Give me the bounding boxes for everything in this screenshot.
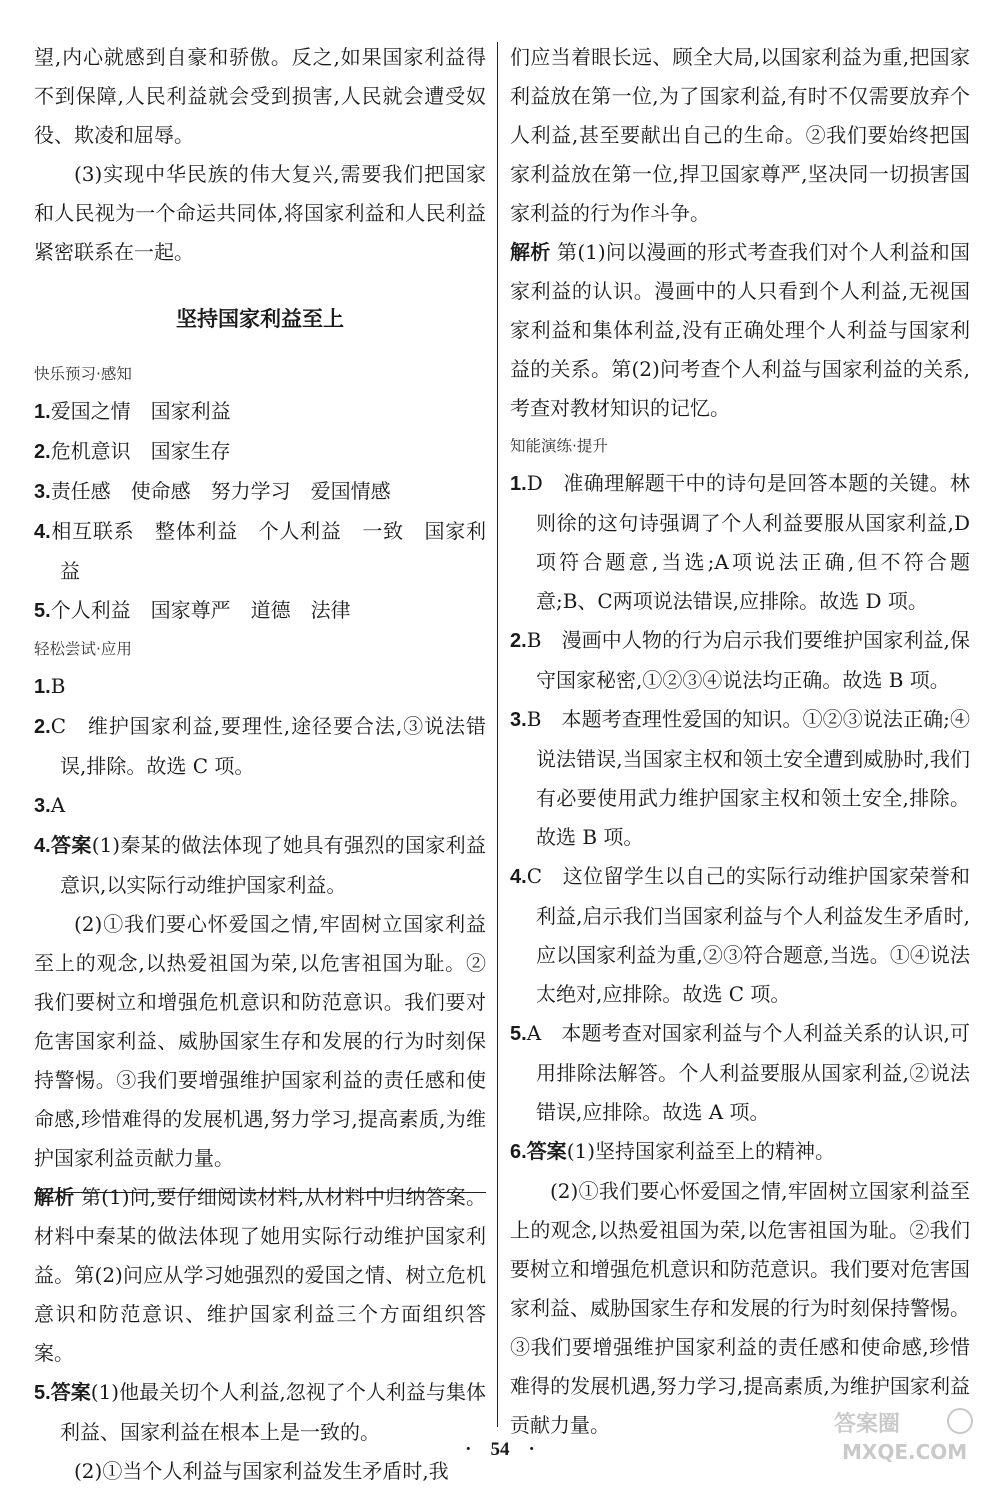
list-item: 1.D 准确理解题干中的诗句是回答本题的关键。林则徐的这句诗强调了个人利益要服从国家利益,D项符合题意,当选;A项说法正确,但不符合题意;B、C两项说法错误,应排除。故选 D 项。 bbox=[510, 471, 970, 613]
section-title: 坚持国家利益至上 bbox=[176, 307, 344, 331]
list-item: 4.C 这位留学生以自己的实际行动维护国家荣誉和利益,启示我们当国家利益与个人利益发生矛盾时,应以国家利益为重,②③符合题意,当选。①④说法太绝对,应排除。故选 C 项。 bbox=[510, 864, 970, 1006]
paragraph: (2)①当个人利益与国家利益发生矛盾时,我 bbox=[74, 1459, 449, 1483]
list-item: 4.答案(1)秦某的做法体现了她具有强烈的国家利益意识,以实际行动维护国家利益。 bbox=[34, 833, 486, 897]
analysis: 解析 第(1)问,要仔细阅读材料,从材料中归纳答案。材料中秦某的做法体现了她用实际行动维护国家利益。第(2)问应从学习她强烈的爱国之情、树立危机意识和防范意识、维护国家利益三个方面组织答案。 bbox=[34, 1185, 487, 1365]
column-divider bbox=[497, 42, 498, 1427]
page-number: · 54 · bbox=[465, 1439, 535, 1460]
analysis-label: 解析 bbox=[34, 1185, 75, 1209]
list-item: 3.B 本题考查理性爱国的知识。①②③说法正确;④说法错误,当国家主权和领土安全遭到威胁时,我们有必要使用武力维护国家主权和领土安全,排除。故选 B 项。 bbox=[510, 707, 970, 849]
analysis: 解析 第(1)问以漫画的形式考查我们对个人利益和国家利益的认识。漫画中的人只看到个人利益,无视国家利益和集体利益,没有正确处理个人利益与国家利益的关系。第(2)问考查个人利益与国家利益的关系,考查对教材知识的记忆。 bbox=[510, 240, 970, 420]
svg-text:答案圈: 答案圈 bbox=[834, 1412, 901, 1437]
section-heading: 快乐预习·感知 bbox=[34, 365, 132, 383]
answer-label: 答案 bbox=[50, 833, 92, 857]
list-item: 2.B 漫画中人物的行为启示我们要维护国家利益,保守国家秘密,①②③④说法均正确。故选 B 项。 bbox=[510, 628, 970, 692]
list-item: 3.责任感 使命感 努力学习 爱国情感 bbox=[34, 479, 391, 503]
paragraph: (2)①我们要心怀爱国之情,牢固树立国家利益至上的观念,以热爱祖国为荣,以危害祖国为耻。②我们要树立和增强危机意识和防范意识。我们要对危害国家利益、威胁国家生存和发展的行为时刻保持警惕。③我们要增强维护国家利益的责任感和使命感,珍惜难得的发展机遇,努力学习,提高素质,为维护国家利益贡献力量。 bbox=[34, 912, 486, 1170]
svg-text:MXQE.COM: MXQE.COM bbox=[842, 1440, 968, 1464]
section-heading: 轻松尝试·应用 bbox=[34, 640, 132, 658]
list-item: 2.危机意识 国家生存 bbox=[34, 439, 231, 463]
list-item: 4.相互联系 整体利益 个人利益 一致 国家利益 bbox=[34, 519, 486, 583]
analysis-label: 解析 bbox=[510, 240, 551, 264]
list-item: 5.个人利益 国家尊严 道德 法律 bbox=[34, 598, 351, 622]
list-item: 5.答案(1)他最关切个人利益,忽视了个人利益与集体利益、国家利益在根本上是一致的。 bbox=[34, 1380, 487, 1444]
paragraph: (3)实现中华民族的伟大复兴,需要我们把国家和人民视为一个命运共同体,将国家利益和人民利益紧密联系在一起。 bbox=[34, 162, 486, 264]
left-column bbox=[34, 38, 486, 1491]
answer-label: 答案 bbox=[50, 1380, 91, 1404]
paragraph: 们应当着眼长远、顾全大局,以国家利益为重,把国家利益放在第一位,为了国家利益,有时不仅需要放弃个人利益,甚至要献出自己的生命。②我们要始终把国家利益放在第一位,捍卫国家尊严,坚决同一切损害国家利益的行为作斗争。 bbox=[510, 45, 970, 225]
paragraph: (2)①我们要心怀爱国之情,牢固树立国家利益至上的观念,以热爱祖国为荣,以危害祖国为耻。②我们要树立和增强危机意识和防范意识。我们要对危害国家利益、威胁国家生存和发展的行为时刻保持警惕。③我们要增强维护国家利益的责任感和使命感,珍惜难得的发展机遇,努力学习,提高素质,为维护国家利益贡献力量。 bbox=[510, 1179, 970, 1437]
answer-label: 答案 bbox=[526, 1139, 567, 1163]
watermark-logo bbox=[832, 1405, 982, 1465]
list-item: 5.A 本题考查对国家利益与个人利益关系的认识,可用排除法解答。个人利益要服从国家利益,②说法错误,应排除。故选 A 项。 bbox=[510, 1021, 970, 1124]
list-item: 6.答案(1)坚持国家利益至上的精神。 bbox=[510, 1139, 836, 1163]
right-column bbox=[510, 38, 970, 1445]
list-item: 1.爱国之情 国家利益 bbox=[34, 399, 231, 423]
list-item: 3.A bbox=[34, 793, 66, 817]
paragraph: 望,内心就感到自豪和骄傲。反之,如果国家利益得不到保障,人民利益就会受到损害,人民就会遭受奴役、欺凌和屈辱。 bbox=[34, 45, 486, 147]
section-heading: 知能演练·提升 bbox=[510, 437, 608, 455]
list-item: 1.B bbox=[34, 674, 66, 698]
list-item: 2.C 维护国家利益,要理性,途径要合法,③说法错误,排除。故选 C 项。 bbox=[34, 714, 486, 778]
